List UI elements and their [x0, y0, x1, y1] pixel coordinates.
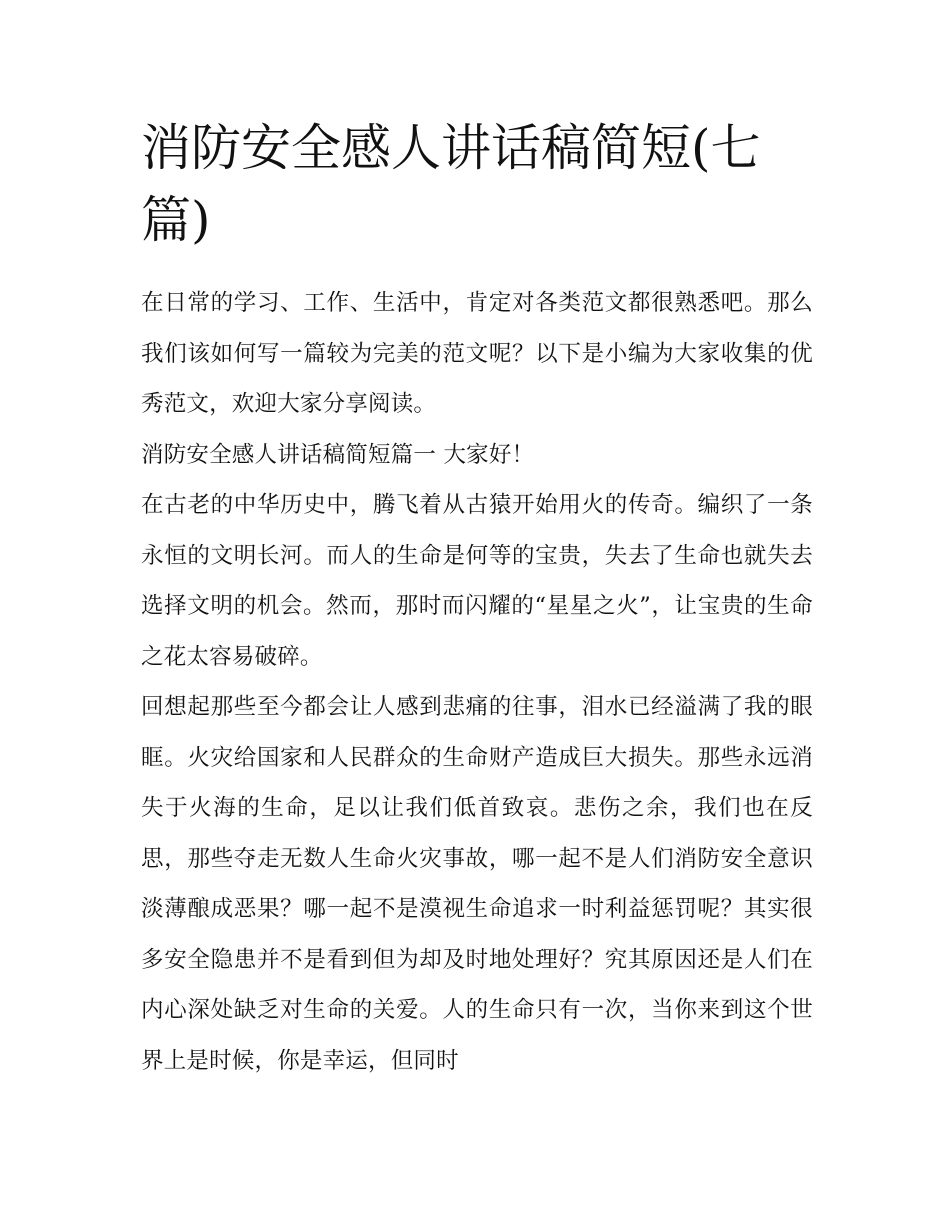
body-paragraph: 回想起那些至今都会让人感到悲痛的往事，泪水已经溢满了我的眼眶。火灾给国家和人民群众的生命财产造成巨大损失。那些永远消失于火海的生命，足以让我们低首致哀。悲伤之余，我们也在反思，那些夺走无数人生命火灾事故，哪一起不是人们消防安全意识淡薄酿成恶果？哪一起不是漠视生命追求一时利益惩罚呢？其实很多安全隐患并不是看到但为却及时地处理好？究其原因还是人们在内心深处缺乏对生命的关爱。人的生命只有一次，当你来到这个世界上是时候，你是幸运，但同时: [141, 694, 813, 1074]
document-body: [141, 278, 813, 1086]
document-title: 消防安全感人讲话稿简短(七篇): [141, 119, 761, 249]
intro-paragraph: 在日常的学习、工作、生活中，肯定对各类范文都很熟悉吧。那么我们该如何写一篇较为完美的范文呢？以下是小编为大家收集的优秀范文，欢迎大家分享阅读。: [141, 290, 813, 417]
section-heading-paragraph: 消防安全感人讲话稿简短篇一 大家好！: [141, 441, 535, 468]
document-content: [141, 112, 813, 1086]
body-paragraph: 在古老的中华历史中，腾飞着从古猿开始用火的传奇。编织了一条永恒的文明长河。而人的生命是何等的宝贵，失去了生命也就失去选择文明的机会。然而，那时而闪耀的“星星之火”，让宝贵的生命之花太容易破碎。: [141, 492, 813, 670]
